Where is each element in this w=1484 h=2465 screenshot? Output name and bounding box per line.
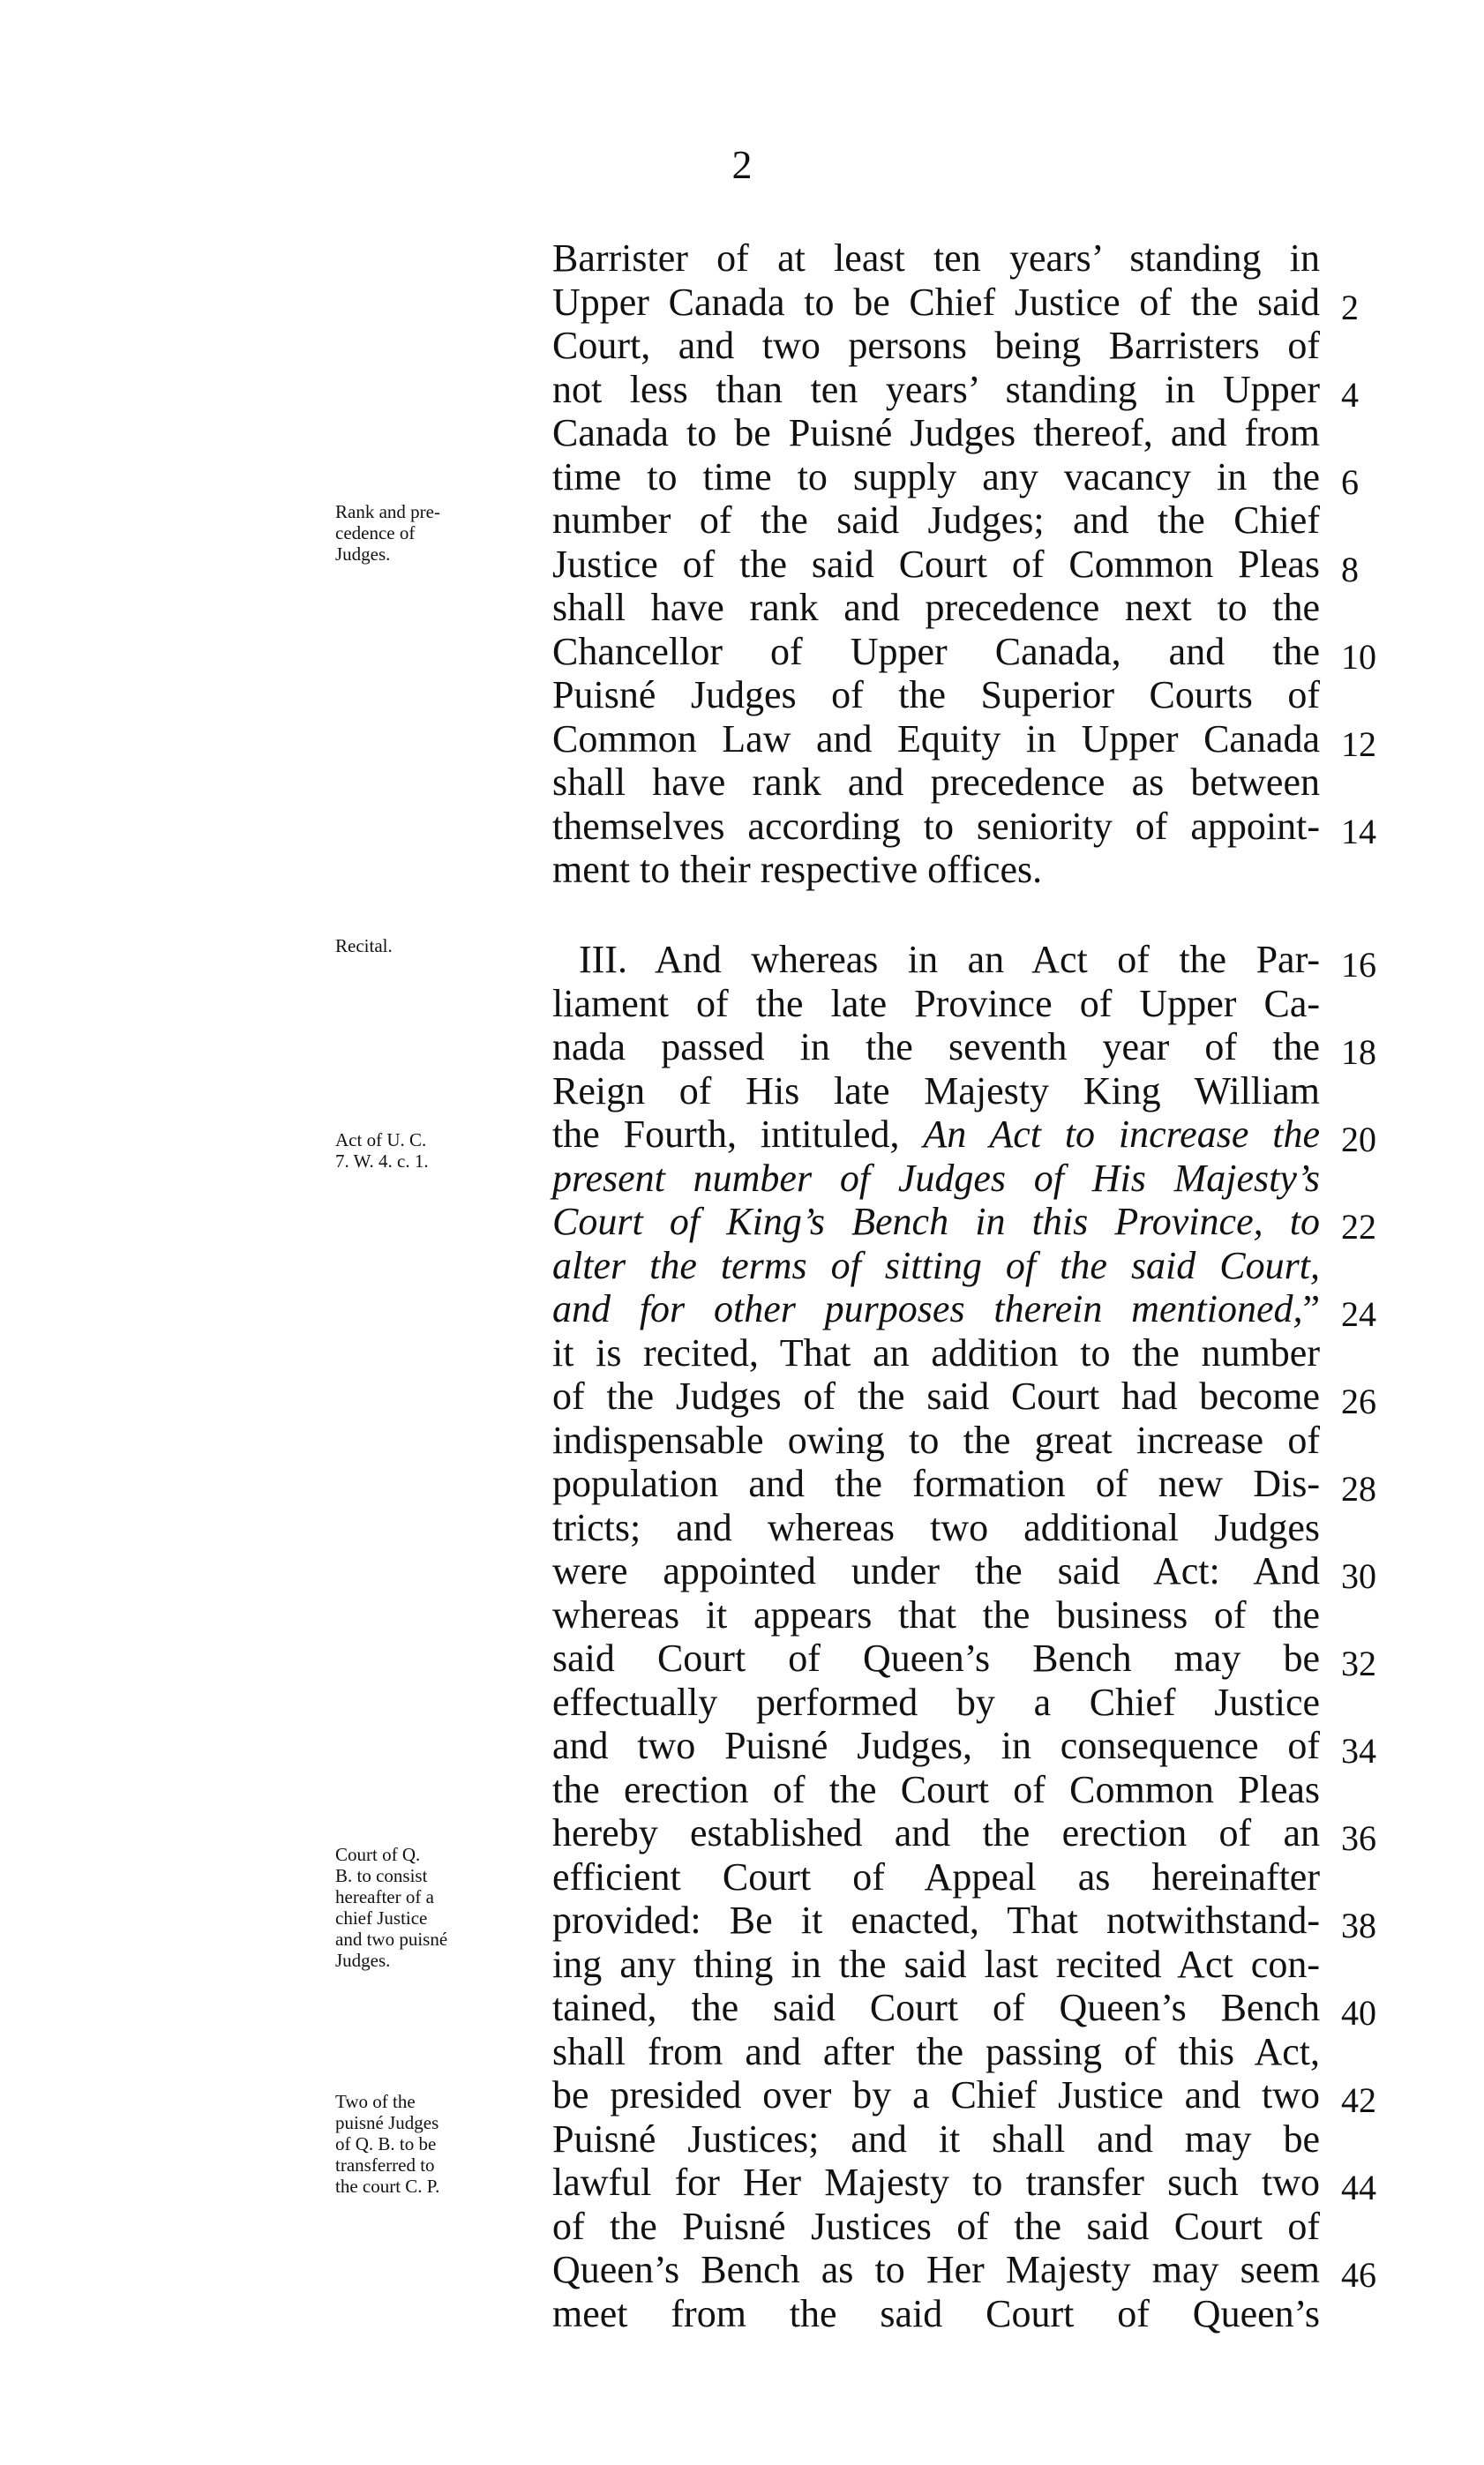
text-line [552,2073,1320,2117]
text-line-italic: present number of Judges of His Majesty’s [552,1157,1320,1200]
text-line [552,717,1320,761]
text-line-roman: efficient Court of Appeal as hereinafter [552,1855,1320,1899]
text-line-roman: lawful for Her Majesty to transfer such two [552,2161,1320,2204]
line-number: 24 [1341,1294,1376,1334]
line-number: 12 [1341,724,1376,764]
text-line [552,1025,1320,1069]
line-number: 42 [1341,2080,1376,2120]
text-line [552,630,1320,674]
text-line [552,760,1320,805]
text-line [552,2030,1320,2074]
text-line [552,673,1320,717]
line-number: 22 [1341,1207,1376,1247]
text-line-roman: of the Puisné Justices of the said Court of [552,2205,1320,2248]
text-line-roman: said Court of Queen’s Bench may be [552,1637,1320,1680]
text-line [552,1113,1320,1157]
margin-note-line: the court C. P. [335,2176,440,2197]
text-line-roman: were appointed under the said Act: And [552,1549,1320,1592]
text-line-roman: Justice of the said Court of Common Pleas [552,543,1320,586]
text-line [552,2117,1320,2162]
text-line-roman: III. And whereas in an Act of the Par- [579,938,1320,981]
text-line-roman: shall from and after the passing of this Act, [552,2030,1320,2073]
line-number: 32 [1341,1644,1376,1683]
line-number: 6 [1341,462,1359,502]
text-line [552,236,1320,281]
text-line-roman: Upper Canada to be Chief Justice of the said [552,281,1320,324]
margin-note-line: transferred to [335,2154,435,2176]
text-line [552,2205,1320,2249]
line-number: 20 [1341,1120,1376,1159]
text-line-roman: number of the said Judges; and the Chief [552,498,1320,542]
text-line-roman: Puisné Judges of the Superior Courts of [552,673,1320,716]
text-line-roman: hereby established and the erection of an [552,1811,1320,1854]
text-line-roman: Court, and two persons being Barristers of [552,324,1320,367]
text-line-italic: An Act to increase the [923,1113,1320,1156]
margin-note-line: Judges. [335,543,391,565]
text-line [552,1899,1320,1943]
text-line [552,982,1320,1026]
text-line [552,1069,1320,1113]
text-line-roman: of the Judges of the said Court had become [552,1375,1320,1418]
text-line-italic: alter the terms of sitting of the said Court, [552,1244,1320,1287]
margin-note-line: of Q. B. to be [335,2133,437,2154]
text-line-roman: indispensable owing to the great increase of [552,1419,1320,1462]
line-number: 38 [1341,1906,1376,1945]
text-line-roman: Puisné Justices; and it shall and may be [552,2117,1320,2161]
text-line-roman: meet from the said Court of Queen’s [552,2292,1320,2335]
line-number: 14 [1341,812,1376,851]
margin-note-line: puisné Judges [335,2112,439,2133]
line-number: 28 [1341,1469,1376,1509]
text-line [552,281,1320,325]
text-line [552,1549,1320,1593]
line-number: 10 [1341,637,1376,677]
margin-note [335,935,538,956]
text-line-roman: time to time to supply any vacancy in the [552,455,1320,498]
text-line-roman: the erection of the Court of Common Pleas [552,1768,1320,1811]
text-line [552,1855,1320,1899]
margin-note-line: and two puisné [335,1929,448,1950]
text-line [552,2292,1320,2336]
text-line-roman: Canada to be Puisné Judges thereof, and from [552,411,1320,454]
text-line-roman: shall have rank and precedence as between [552,760,1320,804]
text-line-closing-quote: ” [1302,1287,1320,1330]
text-line [552,498,1320,543]
text-line-roman: population and the formation of new Dis- [552,1462,1320,1505]
text-line-roman: themselves according to seniority of appoint- [552,805,1320,848]
text-line [552,324,1320,368]
margin-note-line: cedence of [335,522,416,543]
text-line [552,1331,1320,1375]
margin-note-line: Judges. [335,1950,391,1971]
margin-note-line: Court of Q. [335,1844,421,1865]
text-line-roman: ment to their respective offices. [552,848,1043,891]
text-line-roman: not less than ten years’ standing in Upper [552,368,1320,411]
line-number: 26 [1341,1382,1376,1421]
margin-note [335,1844,538,1971]
margin-note-line: B. to consist [335,1865,428,1886]
text-line-roman: tained, the said Court of Queen’s Bench [552,1986,1320,2029]
page-number: 2 [731,142,753,187]
text-line-roman: Queen’s Bench as to Her Majesty may seem [552,2248,1320,2291]
text-line-roman: nada passed in the seventh year of the [552,1025,1320,1068]
text-line-roman: shall have rank and precedence next to the [552,586,1320,629]
margin-note-line: Recital. [335,935,393,956]
text-line [552,1419,1320,1463]
text-line-italic: and for other purposes therein mentioned, [552,1287,1303,1330]
line-number: 46 [1341,2255,1376,2295]
text-line-roman: provided: Be it enacted, That notwithstand- [552,1899,1320,1942]
line-number: 8 [1341,550,1359,589]
margin-note-line: Rank and pre- [335,501,440,522]
margin-note [335,1129,538,1172]
text-line [552,1200,1320,1244]
text-line [552,1811,1320,1855]
line-number: 30 [1341,1556,1376,1596]
text-line [552,586,1320,630]
text-line [552,1986,1320,2030]
text-line-roman: tricts; and whereas two additional Judges [552,1506,1320,1549]
text-line [552,1681,1320,1725]
text-line [552,1768,1320,1812]
line-number: 34 [1341,1731,1376,1771]
text-line [552,1506,1320,1550]
margin-note-line: hereafter of a [335,1886,434,1907]
text-line-roman: the Fourth, intituled, [552,1113,924,1156]
text-line [552,848,1320,892]
text-line-roman: whereas it appears that the business of the [552,1593,1320,1637]
text-line [552,1157,1320,1201]
line-number: 18 [1341,1032,1376,1072]
text-line [552,1943,1320,1987]
text-line-italic: Court of King’s Bench in this Province, to [552,1200,1320,1243]
text-line [552,2248,1320,2292]
margin-note-line: 7. W. 4. c. 1. [335,1150,429,1172]
line-number: 40 [1341,1993,1376,2033]
text-line-roman: liament of the late Province of Upper Ca- [552,982,1320,1025]
line-number: 36 [1341,1818,1376,1858]
text-line [552,1637,1320,1681]
text-line-roman: be presided over by a Chief Justice and two [552,2073,1320,2117]
text-line [552,1593,1320,1637]
text-line [552,805,1320,849]
text-line-roman: it is recited, That an addition to the number [552,1331,1320,1375]
margin-note-line: Act of U. C. [335,1129,427,1150]
text-line-roman: Chancellor of Upper Canada, and the [552,630,1320,673]
text-line [552,1375,1320,1419]
text-line [552,2161,1320,2205]
text-line [552,368,1320,412]
text-line [552,1462,1320,1506]
text-line-roman: effectually performed by a Chief Justice [552,1681,1320,1724]
margin-note [335,2091,538,2197]
text-line-roman: Barrister of at least ten years’ standing in [552,236,1320,280]
margin-note-line: Two of the [335,2091,416,2112]
text-line [552,411,1320,455]
text-line-roman: Reign of His late Majesty King William [552,1069,1320,1113]
text-line [552,1724,1320,1768]
text-line [552,938,1320,982]
text-line [552,1244,1320,1288]
text-line [552,1287,1320,1331]
text-line [552,543,1320,587]
text-line-roman: Common Law and Equity in Upper Canada [552,717,1320,760]
line-number: 44 [1341,2168,1376,2207]
text-line [552,455,1320,499]
line-number: 4 [1341,375,1359,415]
margin-note [335,501,538,565]
margin-note-line: chief Justice [335,1907,428,1929]
line-number: 2 [1341,288,1359,327]
text-line-roman: ing any thing in the said last recited Act con- [552,1943,1320,1986]
text-line-roman: and two Puisné Judges, in consequence of [552,1724,1320,1767]
line-number: 16 [1341,945,1376,985]
